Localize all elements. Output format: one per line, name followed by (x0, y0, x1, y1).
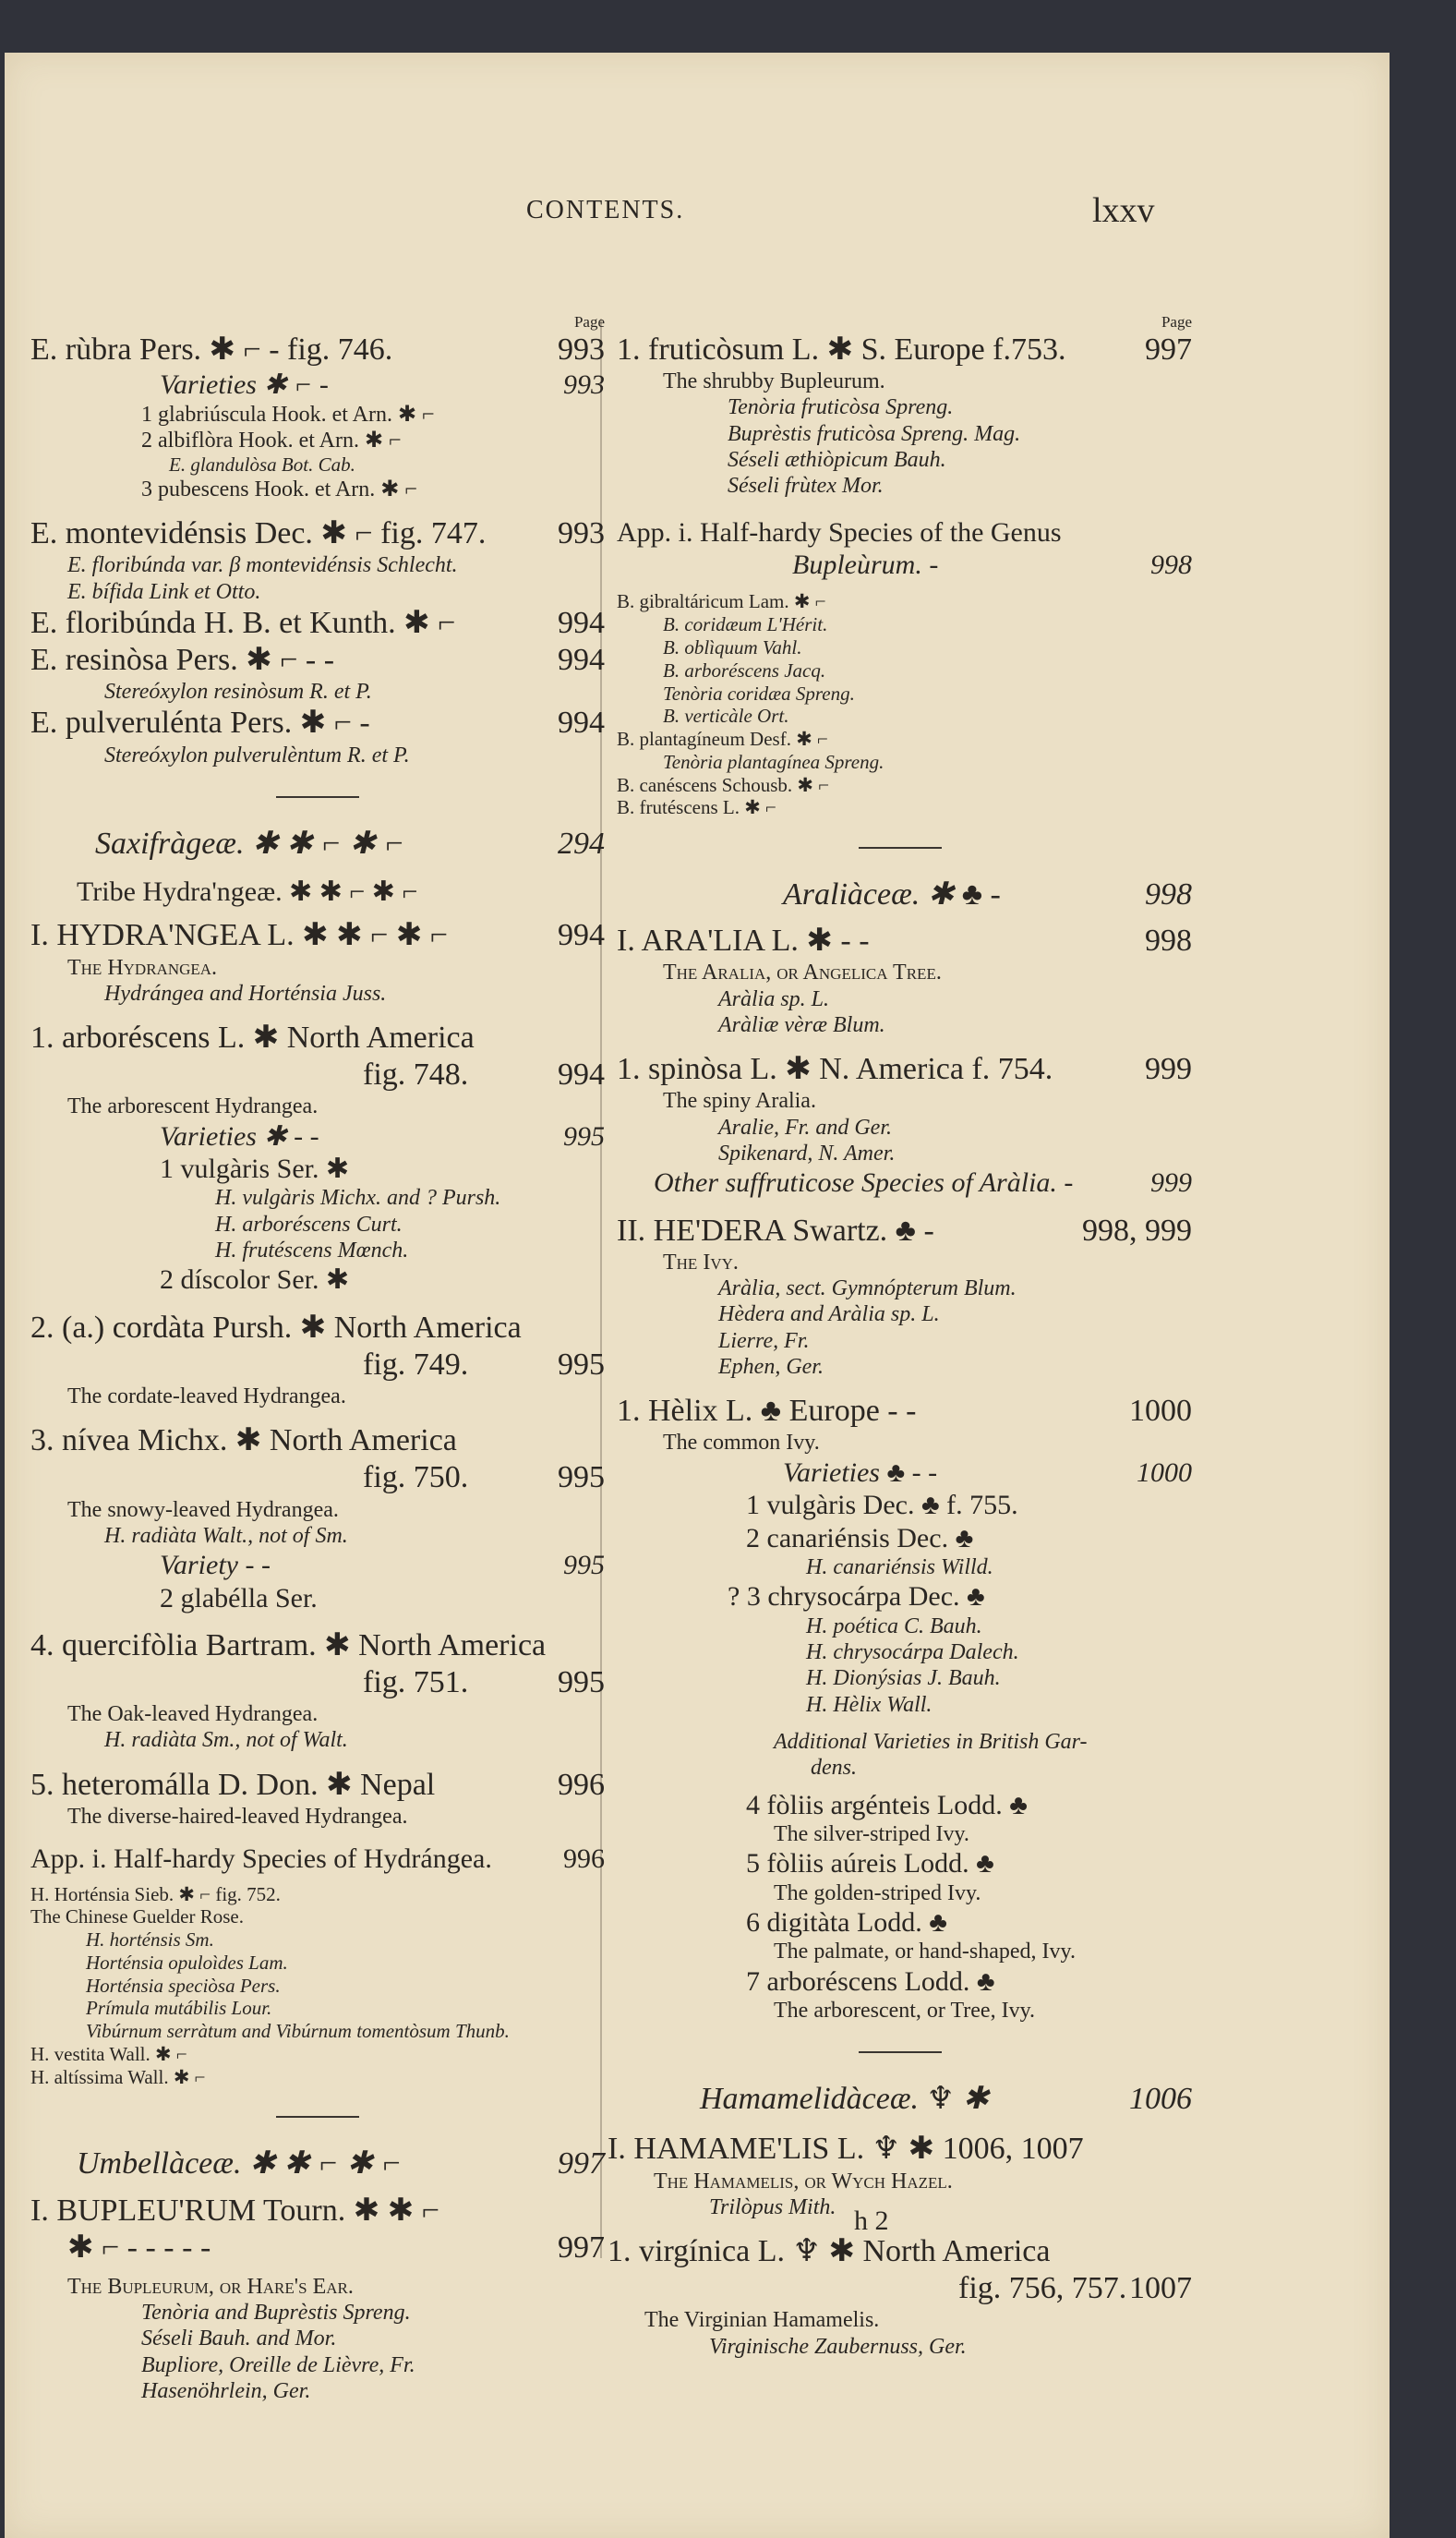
entry-text: B. arboréscens Jacq. (663, 659, 826, 682)
entry-text: Aràliæ vèræ Blum. (718, 1012, 885, 1037)
entry-text: Varieties ✱ - - (160, 1120, 319, 1152)
entry-text: Vibúrnum serràtum and Vibúrnum tomentòsum Thunb. (86, 2020, 510, 2043)
entry-text: Tenòria coridæa Spreng. (663, 682, 855, 705)
entry-page-number: 998 (1145, 924, 1192, 959)
contents-entry (608, 1088, 1192, 1114)
entry-page-number: 1000 (1129, 1394, 1192, 1429)
entry-text: Varieties ✱ ⌐ - (160, 369, 329, 401)
entry-text: H. canariénsis Willd. (806, 1554, 993, 1579)
entry-text: Aralie, Fr. and Ger. (718, 1115, 892, 1140)
contents-entry (30, 1997, 605, 2020)
page-label-row-left (30, 313, 605, 332)
entry-page-number: 995 (558, 1347, 605, 1382)
entry-text: 5 fòliis aúreis Lodd. ♣ (746, 1848, 994, 1879)
entry-text: E. pulverulénta Pers. ✱ ⌐ - (30, 706, 370, 741)
entry-text: 1. Hèlix L. ♣ Europe - - (617, 1394, 917, 1429)
contents-entry (608, 473, 1192, 499)
entry-text: Bupleùrum. - (792, 550, 939, 581)
entry-text: H. vestita Wall. ✱ ⌐ (30, 2042, 187, 2065)
entry-page-number: 1000 (1137, 1456, 1192, 1488)
contents-entry (608, 1275, 1192, 1301)
entry-text: E. glandulòsa Bot. Cab. (169, 453, 355, 477)
entry-text: Buprèstis fruticòsa Spreng. Mag. (728, 421, 1021, 446)
entry-text: 2 albiflòra Hook. et Arn. ✱ ⌐ (141, 428, 402, 453)
contents-entry (608, 960, 1192, 985)
contents-entry (30, 1459, 605, 1496)
entry-text: E. floribúnda var. β montevidénsis Schlecht. (67, 553, 458, 578)
entry-page-number: 994 (558, 605, 605, 640)
entry-text: Hamamelidàceæ. ♆ ✱ (700, 2082, 989, 2117)
section-separator (859, 2051, 942, 2053)
entry-text: Bupliore, Oreille de Lièvre, Fr. (141, 2352, 415, 2377)
entry-text: Séseli frùtex Mor. (728, 474, 884, 499)
signature-mark: h 2 (854, 2206, 889, 2236)
contents-entry (30, 1549, 605, 1581)
entry-text: H. Hèlix Wall. (806, 1692, 933, 1717)
entry-text: Prímula mutábilis Lour. (86, 1997, 272, 2020)
contents-entry (608, 986, 1192, 1012)
entry-text: App. i. Half-hardy Species of Hydrángea. (30, 1843, 492, 1875)
contents-entry (608, 421, 1192, 447)
entry-text: Umbellàceæ. ✱ ✱ ⌐ ✱ ⌐ (77, 2146, 403, 2181)
entry-text: The arborescent, or Tree, Ivy. (774, 1999, 1036, 2024)
contents-entry (30, 1347, 605, 1384)
entry-text: Ephen, Ger. (718, 1355, 824, 1380)
contents-entry (30, 1804, 605, 1830)
entry-page-number: 999 (1150, 1167, 1192, 1199)
entry-text: 5. heteromálla D. Don. ✱ Nepal (30, 1767, 436, 1802)
entry-text: fig. 749. (363, 1347, 469, 1382)
contents-entry (608, 2233, 1192, 2270)
entry-text: The Aralia, or Angelica Tree. (663, 961, 942, 985)
contents-entry (30, 955, 605, 981)
entry-text: I. HYDRA'NGEA L. ✱ ✱ ⌐ ✱ ⌐ (30, 918, 448, 953)
entry-page-number: 998, 999 (1082, 1213, 1192, 1248)
entry-text: Tenòria plantagínea Spreng. (663, 750, 884, 773)
entry-text: B. coridæum L'Hérit. (663, 613, 828, 636)
contents-entry (608, 1213, 1192, 1250)
entry-text: 2. (a.) cordàta Pursh. ✱ North America (30, 1310, 522, 1345)
contents-entry (608, 1489, 1192, 1521)
entry-text: 1 glabriúscula Hook. et Arn. ✱ ⌐ (141, 402, 435, 427)
contents-entry (608, 774, 1192, 797)
entry-page-number: 996 (563, 1843, 605, 1875)
entry-text: The diverse-haired-leaved Hydrangea. (67, 1804, 408, 1829)
entry-text: E. floribúnda H. B. et Kunth. ✱ ⌐ (30, 605, 456, 640)
contents-entry (30, 2300, 605, 2326)
contents-entry (608, 2081, 1192, 2118)
entry-text: 1. fruticòsum L. ✱ S. Europe f.753. (617, 332, 1066, 367)
entry-text: II. HE'DERA Swartz. ♣ - (617, 1213, 934, 1248)
entry-page-number: 993 (563, 369, 605, 401)
contents-entry (608, 876, 1192, 913)
contents-entry (608, 1613, 1192, 1639)
contents-entry (30, 876, 605, 908)
contents-entry (608, 2334, 1192, 2360)
entry-text: The arborescent Hydrangea. (67, 1094, 319, 1119)
entry-text: fig. 756, 757. (958, 2271, 1127, 2306)
contents-entry (30, 1263, 605, 1296)
contents-entry (30, 826, 605, 863)
entry-text: B. gibraltáricum Lam. ✱ ⌐ (617, 590, 826, 613)
contents-entry (608, 1847, 1192, 1879)
entry-text: B. oblìquum Vahl. (663, 635, 802, 659)
entry-text: Trilòpus Mith. (709, 2194, 836, 2219)
entry-text: 2 canariénsis Dec. ♣ (746, 1522, 974, 1553)
contents-entry (30, 743, 605, 768)
contents-entry (608, 2131, 1192, 2168)
contents-entry (30, 2145, 605, 2182)
contents-entry (608, 590, 1192, 613)
contents-entry (30, 679, 605, 705)
contents-entry (608, 1115, 1192, 1141)
contents-entry (30, 642, 605, 679)
running-header-title: CONTENTS. (526, 196, 685, 224)
entry-text: Séseli Bauh. and Mor. (141, 2326, 337, 2351)
contents-entry (30, 1523, 605, 1549)
contents-entry (30, 1952, 605, 1975)
entry-text: B. canéscens Schousb. ✱ ⌐ (617, 773, 830, 796)
entry-text: I. ARA'LIA L. ✱ - - (617, 924, 870, 959)
contents-entry (608, 2307, 1192, 2333)
contents-entry (608, 1880, 1192, 1906)
contents-entry (608, 1166, 1192, 1199)
contents-entry (608, 1665, 1192, 1691)
contents-entry (30, 1767, 605, 1804)
entry-text: H. Dionýsias J. Bauh. (806, 1666, 1001, 1691)
entry-text: Spikenard, N. Amer. (718, 1142, 896, 1166)
contents-entry (608, 394, 1192, 420)
contents-entry (608, 1580, 1192, 1613)
contents-entry (30, 1310, 605, 1347)
contents-entry (608, 1789, 1192, 1821)
entry-text: The shrubby Bupleurum. (663, 369, 885, 394)
entry-text: Hèdera and Aràlia sp. L. (718, 1302, 940, 1327)
contents-entry (30, 917, 605, 954)
entry-page-number: 994 (558, 1058, 605, 1093)
entry-page-number: 1007 (1129, 2271, 1192, 2306)
entry-text: Virginische Zaubernuss, Ger. (709, 2334, 967, 2359)
entry-text: 4. quercifòlia Bartram. ✱ North America (30, 1627, 547, 1662)
entry-page-number: 995 (558, 1460, 605, 1495)
section-separator (276, 2116, 359, 2118)
contents-entry (608, 728, 1192, 751)
entry-text: 1. virgínica L. ♆ ✱ North America (608, 2234, 1051, 2269)
entry-text: 3. nívea Michx. ✱ North America (30, 1423, 457, 1458)
contents-entry (30, 1928, 605, 1952)
page-label-row-right (608, 313, 1192, 332)
entry-page-number: 997 (1145, 332, 1192, 367)
entry-text: H. poética C. Bauh. (806, 1613, 982, 1638)
entry-text: The silver-striped Ivy. (774, 1821, 969, 1846)
entry-text: The Virginian Hamamelis. (644, 2308, 880, 2333)
entry-text: Aràlia sp. L. (718, 986, 830, 1011)
entry-page-number: 994 (558, 918, 605, 953)
contents-entry (30, 2020, 605, 2043)
contents-entry (608, 1755, 1192, 1781)
entry-text: 4 fòliis argénteis Lodd. ♣ (746, 1789, 1028, 1820)
contents-entry (608, 1430, 1192, 1456)
entry-text: E. rùbra Pers. ✱ ⌐ - fig. 746. (30, 332, 393, 367)
contents-entry (30, 2230, 605, 2266)
entry-text: B. plantagíneum Desf. ✱ ⌐ (617, 728, 828, 751)
contents-entry (30, 1627, 605, 1664)
contents-entry (30, 453, 605, 477)
entry-text: The cordate-leaved Hydrangea. (67, 1384, 346, 1408)
entry-text: I. BUPLEU'RUM Tourn. ✱ ✱ ⌐ (30, 2193, 439, 2228)
contents-entry (30, 2274, 605, 2300)
entry-page-number: 994 (558, 706, 605, 741)
contents-entry (608, 1729, 1192, 1755)
contents-entry (30, 477, 605, 502)
contents-entry (608, 659, 1192, 683)
entry-text: Tenòria and Buprèstis Spreng. (141, 2301, 411, 2326)
contents-entry (608, 2270, 1192, 2307)
page-label: Page (1161, 313, 1192, 331)
entry-text: dens. (811, 1756, 857, 1781)
contents-entry (30, 515, 605, 552)
entry-page-number: 995 (563, 1120, 605, 1152)
right-column (608, 313, 1192, 2360)
contents-entry (30, 1975, 605, 1998)
contents-entry (608, 705, 1192, 728)
entry-text: Hydrángea and Horténsia Juss. (104, 981, 387, 1006)
entry-text: 1 vulgàris Ser. ✱ (160, 1154, 350, 1185)
contents-entry (30, 605, 605, 642)
entry-text: Séseli æthiòpicum Bauh. (728, 448, 946, 473)
entry-text: The spiny Aralia. (663, 1089, 816, 1114)
entry-text: 1. spinòsa L. ✱ N. America f. 754. (617, 1052, 1053, 1087)
contents-entry (30, 332, 605, 369)
contents-entry (30, 1497, 605, 1523)
entry-text: Saxifràgeæ. ✱ ✱ ⌐ ✱ ⌐ (95, 826, 405, 861)
page-label: Page (573, 313, 605, 331)
entry-text: Tenòria fruticòsa Spreng. (728, 395, 954, 420)
entry-text: H. chrysocárpa Dalech. (806, 1639, 1019, 1664)
contents-entry (608, 1821, 1192, 1847)
contents-entry (30, 1422, 605, 1459)
entry-text: The palmate, or hand-shaped, Ivy. (774, 1940, 1076, 1964)
contents-entry (608, 1250, 1192, 1275)
contents-entry (30, 1185, 605, 1211)
entry-text: 3 pubescens Hook. et Arn. ✱ ⌐ (141, 477, 417, 502)
entry-text: The Hydrangea. (67, 955, 218, 980)
section-separator (276, 796, 359, 798)
contents-entry (30, 1020, 605, 1057)
contents-entry (30, 428, 605, 453)
entry-text: fig. 750. (363, 1460, 469, 1495)
contents-entry (30, 1582, 605, 1614)
contents-entry (608, 1051, 1192, 1088)
entry-text: Additional Varieties in British Gar- (774, 1729, 1088, 1754)
contents-entry (608, 1965, 1192, 1998)
contents-entry (30, 2066, 605, 2089)
entry-page-number: 998 (1150, 550, 1192, 581)
contents-entry (30, 1057, 605, 1094)
contents-entry (30, 369, 605, 401)
contents-entry (608, 1456, 1192, 1489)
contents-entry (608, 332, 1192, 369)
contents-entry (30, 1883, 605, 1906)
entry-text: 1 vulgàris Dec. ♣ f. 755. (746, 1490, 1018, 1521)
entry-text: The golden-striped Ivy. (774, 1880, 981, 1905)
contents-entry (608, 1393, 1192, 1430)
contents-entry (30, 1905, 605, 1928)
contents-entry (608, 549, 1192, 581)
entry-text: The Hamamelis, or Wych Hazel. (654, 2169, 953, 2194)
contents-entry (608, 683, 1192, 706)
contents-entry (30, 1843, 605, 1875)
entry-text: App. i. Half-hardy Species of the Genus (617, 516, 1062, 548)
contents-entry (608, 1354, 1192, 1380)
entry-text: Aràlia, sect. Gymnópterum Blum. (718, 1276, 1017, 1301)
contents-entry (30, 2193, 605, 2230)
contents-entry (30, 2378, 605, 2404)
contents-entry (608, 1639, 1192, 1665)
contents-entry (30, 2326, 605, 2351)
entry-text: Araliàceæ. ✱ ♣ - (783, 877, 1001, 912)
entry-text: Variety - - (160, 1550, 271, 1581)
contents-entry (608, 1328, 1192, 1354)
entry-text: H. Horténsia Sieb. ✱ ⌐ fig. 752. (30, 1882, 281, 1905)
contents-entry (608, 1522, 1192, 1554)
right-entries (608, 332, 1192, 2360)
entry-page-number: 993 (558, 332, 605, 367)
contents-entry (608, 1012, 1192, 1038)
entry-text: E. bífida Link et Otto. (67, 579, 261, 604)
contents-entry (608, 1141, 1192, 1166)
entry-text: 1. arboréscens L. ✱ North America (30, 1021, 475, 1056)
entry-text: H. radiàta Sm., not of Walt. (104, 1728, 348, 1753)
entry-text: Other suffruticose Species of Aràlia. - (654, 1167, 1074, 1199)
entry-page-number: 997 (558, 2230, 605, 2265)
contents-entry (30, 1384, 605, 1409)
contents-entry (608, 1301, 1192, 1327)
entry-page-number: 995 (558, 1665, 605, 1700)
entry-text: The Chinese Guelder Rose. (30, 1905, 244, 1928)
section-separator (859, 847, 942, 849)
contents-entry (608, 1554, 1192, 1580)
entry-page-number: 999 (1145, 1052, 1192, 1087)
entry-text: The Oak-leaved Hydrangea. (67, 1702, 319, 1727)
entry-page-number: 996 (558, 1767, 605, 1802)
contents-entry (30, 552, 605, 578)
contents-entry (30, 1212, 605, 1238)
entry-page-number: 1006 (1129, 2082, 1192, 2117)
entry-text: H. horténsis Sm. (86, 1928, 214, 1952)
entry-text: Hasenöhrlein, Ger. (141, 2379, 311, 2404)
entry-text: E. montevidénsis Dec. ✱ ⌐ fig. 747. (30, 516, 487, 551)
contents-entry (30, 1701, 605, 1727)
entry-text: fig. 748. (363, 1058, 469, 1093)
contents-entry (608, 2194, 1192, 2220)
entry-text: fig. 751. (363, 1665, 469, 1700)
entry-text: H. radiàta Walt., not of Sm. (104, 1523, 348, 1548)
entry-text: H. frutéscens Mœnch. (215, 1239, 409, 1263)
contents-entry (30, 981, 605, 1007)
contents-entry (30, 705, 605, 742)
contents-entry (608, 1906, 1192, 1939)
contents-entry (30, 1120, 605, 1153)
contents-entry (608, 1692, 1192, 1718)
entry-text: The Bupleurum, or Hare's Ear. (67, 2274, 354, 2299)
entry-text: ? 3 chrysocárpa Dec. ♣ (728, 1581, 985, 1613)
contents-entry (608, 613, 1192, 636)
entry-text: The common Ivy. (663, 1431, 820, 1456)
contents-entry (608, 2169, 1192, 2194)
entry-text: 2 díscolor Ser. ✱ (160, 1264, 350, 1296)
contents-entry (30, 2043, 605, 2066)
contents-entry (608, 751, 1192, 774)
left-column (30, 313, 605, 2404)
contents-entry (608, 636, 1192, 659)
entry-page-number: 997 (558, 2146, 605, 2181)
contents-entry (608, 1939, 1192, 1964)
entry-text: The Ivy. (663, 1250, 739, 1275)
page-number: lxxv (1092, 191, 1155, 230)
entry-text: Stereóxylon pulverulèntum R. et P. (104, 743, 410, 767)
contents-entry (30, 1664, 605, 1701)
entry-text: Varieties ♣ - - (783, 1456, 938, 1488)
entry-text: ✱ ⌐ - - - - - (67, 2230, 211, 2265)
contents-entry (30, 579, 605, 605)
contents-entry (30, 2352, 605, 2378)
entry-page-number: 994 (558, 643, 605, 678)
contents-entry (30, 402, 605, 428)
entry-page-number: 294 (558, 826, 605, 861)
entry-text: H. vulgàris Michx. and ? Pursh. (215, 1186, 501, 1211)
contents-entry (30, 1153, 605, 1185)
entry-text: Lierre, Fr. (718, 1328, 810, 1353)
entry-page-number: 993 (558, 516, 605, 551)
entry-text: E. resinòsa Pers. ✱ ⌐ - - (30, 643, 335, 678)
entry-text: 7 arboréscens Lodd. ♣ (746, 1965, 995, 1997)
entry-text: B. verticàle Ort. (663, 705, 789, 728)
contents-entry (608, 447, 1192, 473)
left-entries (30, 332, 605, 2404)
entry-text: Horténsia opuloìdes Lam. (86, 1951, 288, 1974)
entry-text: 2 glabélla Ser. (160, 1582, 318, 1613)
contents-entry (608, 923, 1192, 960)
entry-text: Tribe Hydra'ngeæ. ✱ ✱ ⌐ ✱ ⌐ (77, 876, 418, 907)
entry-text: Stereóxylon resinòsum R. et P. (104, 680, 372, 705)
contents-entry (30, 1238, 605, 1263)
entry-text: The snowy-leaved Hydrangea. (67, 1497, 339, 1522)
entry-text: Horténsia speciòsa Pers. (86, 1974, 281, 1997)
entry-text: H. altíssima Wall. ✱ ⌐ (30, 2065, 206, 2088)
contents-entry (608, 516, 1192, 549)
entry-page-number: 995 (563, 1550, 605, 1581)
contents-entry (608, 369, 1192, 394)
contents-entry (30, 1094, 605, 1119)
contents-entry (608, 796, 1192, 819)
entry-page-number: 998 (1145, 877, 1192, 912)
contents-entry (30, 1727, 605, 1753)
entry-text: B. frutéscens L. ✱ ⌐ (617, 796, 776, 819)
entry-text: H. arboréscens Curt. (215, 1212, 403, 1237)
contents-entry (608, 1998, 1192, 2024)
entry-text: 6 digitàta Lodd. ♣ (746, 1906, 947, 1938)
entry-text: I. HAMAME'LIS L. ♆ ✱ 1006, 1007 (608, 2132, 1084, 2167)
